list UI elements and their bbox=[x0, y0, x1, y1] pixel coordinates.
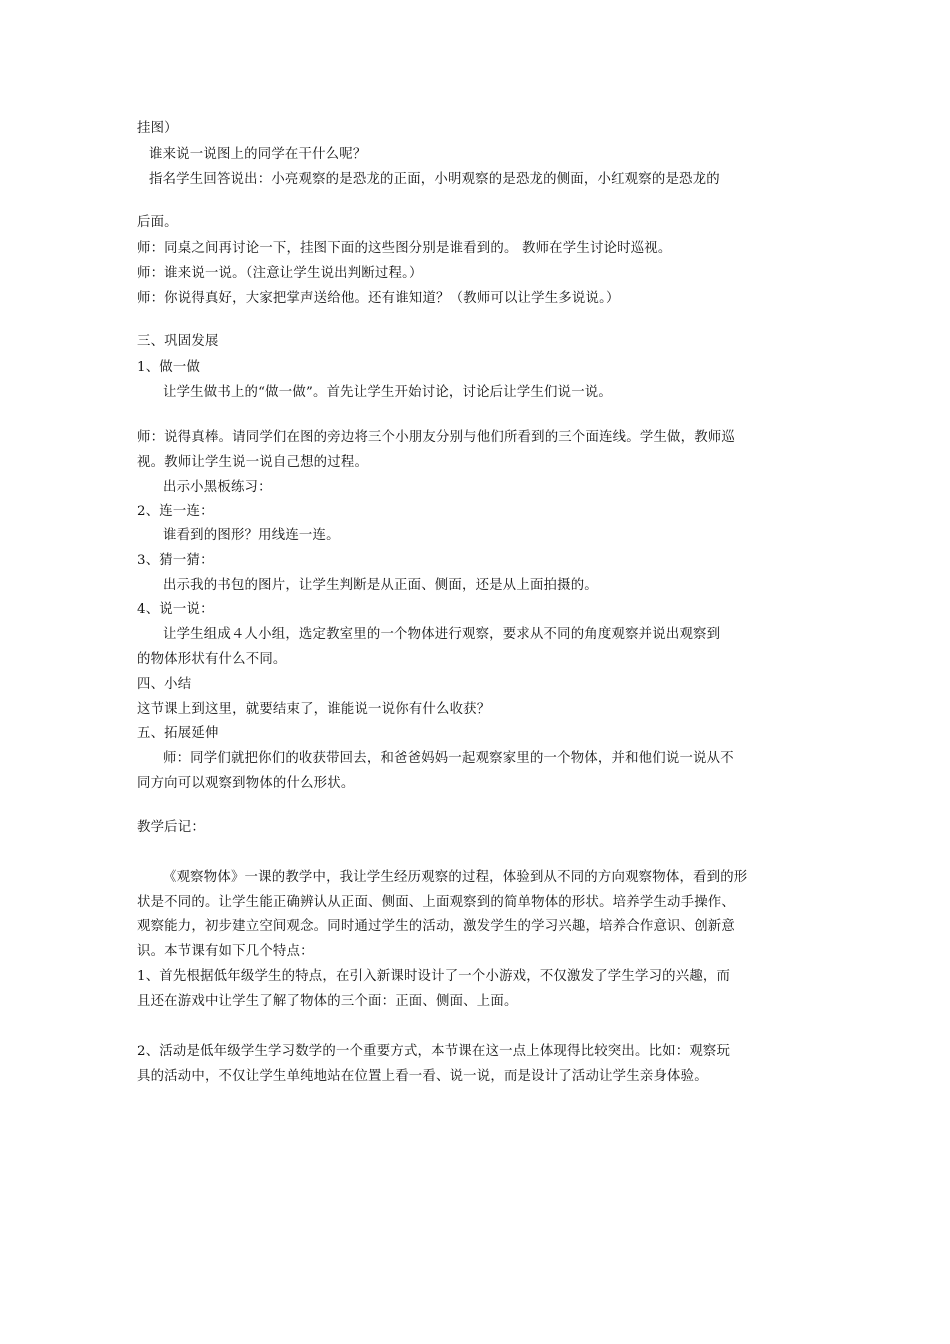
text-line: 师：说得真棒。请同学们在图的旁边将三个小朋友分别与他们所看到的三个面连线。学生做，教师巡 bbox=[137, 430, 735, 445]
text-line: 识。本节课有如下几个特点： bbox=[137, 944, 314, 959]
subheading: 2、连一连： bbox=[137, 504, 214, 519]
text-line: 同方向可以观察到物体的什么形状。 bbox=[137, 776, 355, 791]
text-line: 谁看到的图形？用线连一连。 bbox=[163, 528, 340, 543]
text-line: 状是不同的。让学生能正确辨认从正面、侧面、上面观察到的简单物体的形状。培养学生动手操作、 bbox=[137, 895, 735, 910]
section-heading: 三、巩固发展 bbox=[137, 334, 219, 349]
text-line: 《观察物体》一课的教学中，我让学生经历观察的过程，体验到从不同的方向观察物体，看到的形 bbox=[163, 870, 748, 885]
text-line: 后面。 bbox=[137, 215, 178, 230]
text-line: 视。教师让学生说一说自己想的过程。 bbox=[137, 455, 369, 470]
subheading: 1、做一做 bbox=[137, 360, 201, 375]
text-line: 师：谁来说一说。（注意让学生说出判断过程。） bbox=[137, 266, 423, 281]
text-line: 让学生做书上的“做一做”。首先让学生开始讨论，讨论后让学生们说一说。 bbox=[163, 385, 612, 400]
text-line: 挂图） bbox=[137, 121, 178, 136]
text-line: 指名学生回答说出：小亮观察的是恐龙的正面，小明观察的是恐龙的侧面，小红观察的是恐龙的 bbox=[149, 172, 720, 187]
text-line: 这节课上到这里，就要结束了，谁能说一说你有什么收获？ bbox=[137, 702, 491, 717]
text-line: 师：同学们就把你们的收获带回去，和爸爸妈妈一起观察家里的一个物体，并和他们说一说从不 bbox=[163, 751, 734, 766]
text-line: 谁来说一说图上的同学在干什么呢？ bbox=[149, 147, 367, 162]
section-heading: 四、小结 bbox=[137, 677, 192, 692]
subheading: 3、猜一猜： bbox=[137, 553, 214, 568]
text-line: 让学生组成４人小组，选定教室里的一个物体进行观察，要求从不同的角度观察并说出观察到 bbox=[163, 627, 721, 642]
text-line: 观察能力，初步建立空间观念。同时通过学生的活动，激发学生的学习兴趣，培养合作意识、创新意 bbox=[137, 919, 735, 934]
text-line: 出示我的书包的图片，让学生判断是从正面、侧面，还是从上面拍摄的。 bbox=[163, 578, 598, 593]
text-line: 1、首先根据低年级学生的特点，在引入新课时设计了一个小游戏，不仅激发了学生学习的兴趣，而 bbox=[137, 969, 731, 984]
section-heading: 五、拓展延伸 bbox=[137, 726, 219, 741]
section-heading: 教学后记： bbox=[137, 820, 205, 835]
text-line: 出示小黑板练习： bbox=[163, 480, 272, 495]
text-line: 具的活动中，不仅让学生单纯地站在位置上看一看、说一说，而是设计了活动让学生亲身体验。 bbox=[137, 1069, 708, 1084]
text-line: 师：同桌之间再讨论一下，挂图下面的这些图分别是谁看到的。 教师在学生讨论时巡视。 bbox=[137, 241, 672, 256]
text-line: 的物体形状有什么不同。 bbox=[137, 652, 287, 667]
text-line: 2、活动是低年级学生学习数学的一个重要方式，本节课在这一点上体现得比较突出。比如：观察玩 bbox=[137, 1044, 731, 1059]
text-line: 师：你说得真好，大家把掌声送给他。还有谁知道？（教师可以让学生多说说。） bbox=[137, 291, 620, 306]
text-line: 且还在游戏中让学生了解了物体的三个面：正面、侧面、上面。 bbox=[137, 994, 518, 1009]
subheading: 4、说一说： bbox=[137, 602, 214, 617]
